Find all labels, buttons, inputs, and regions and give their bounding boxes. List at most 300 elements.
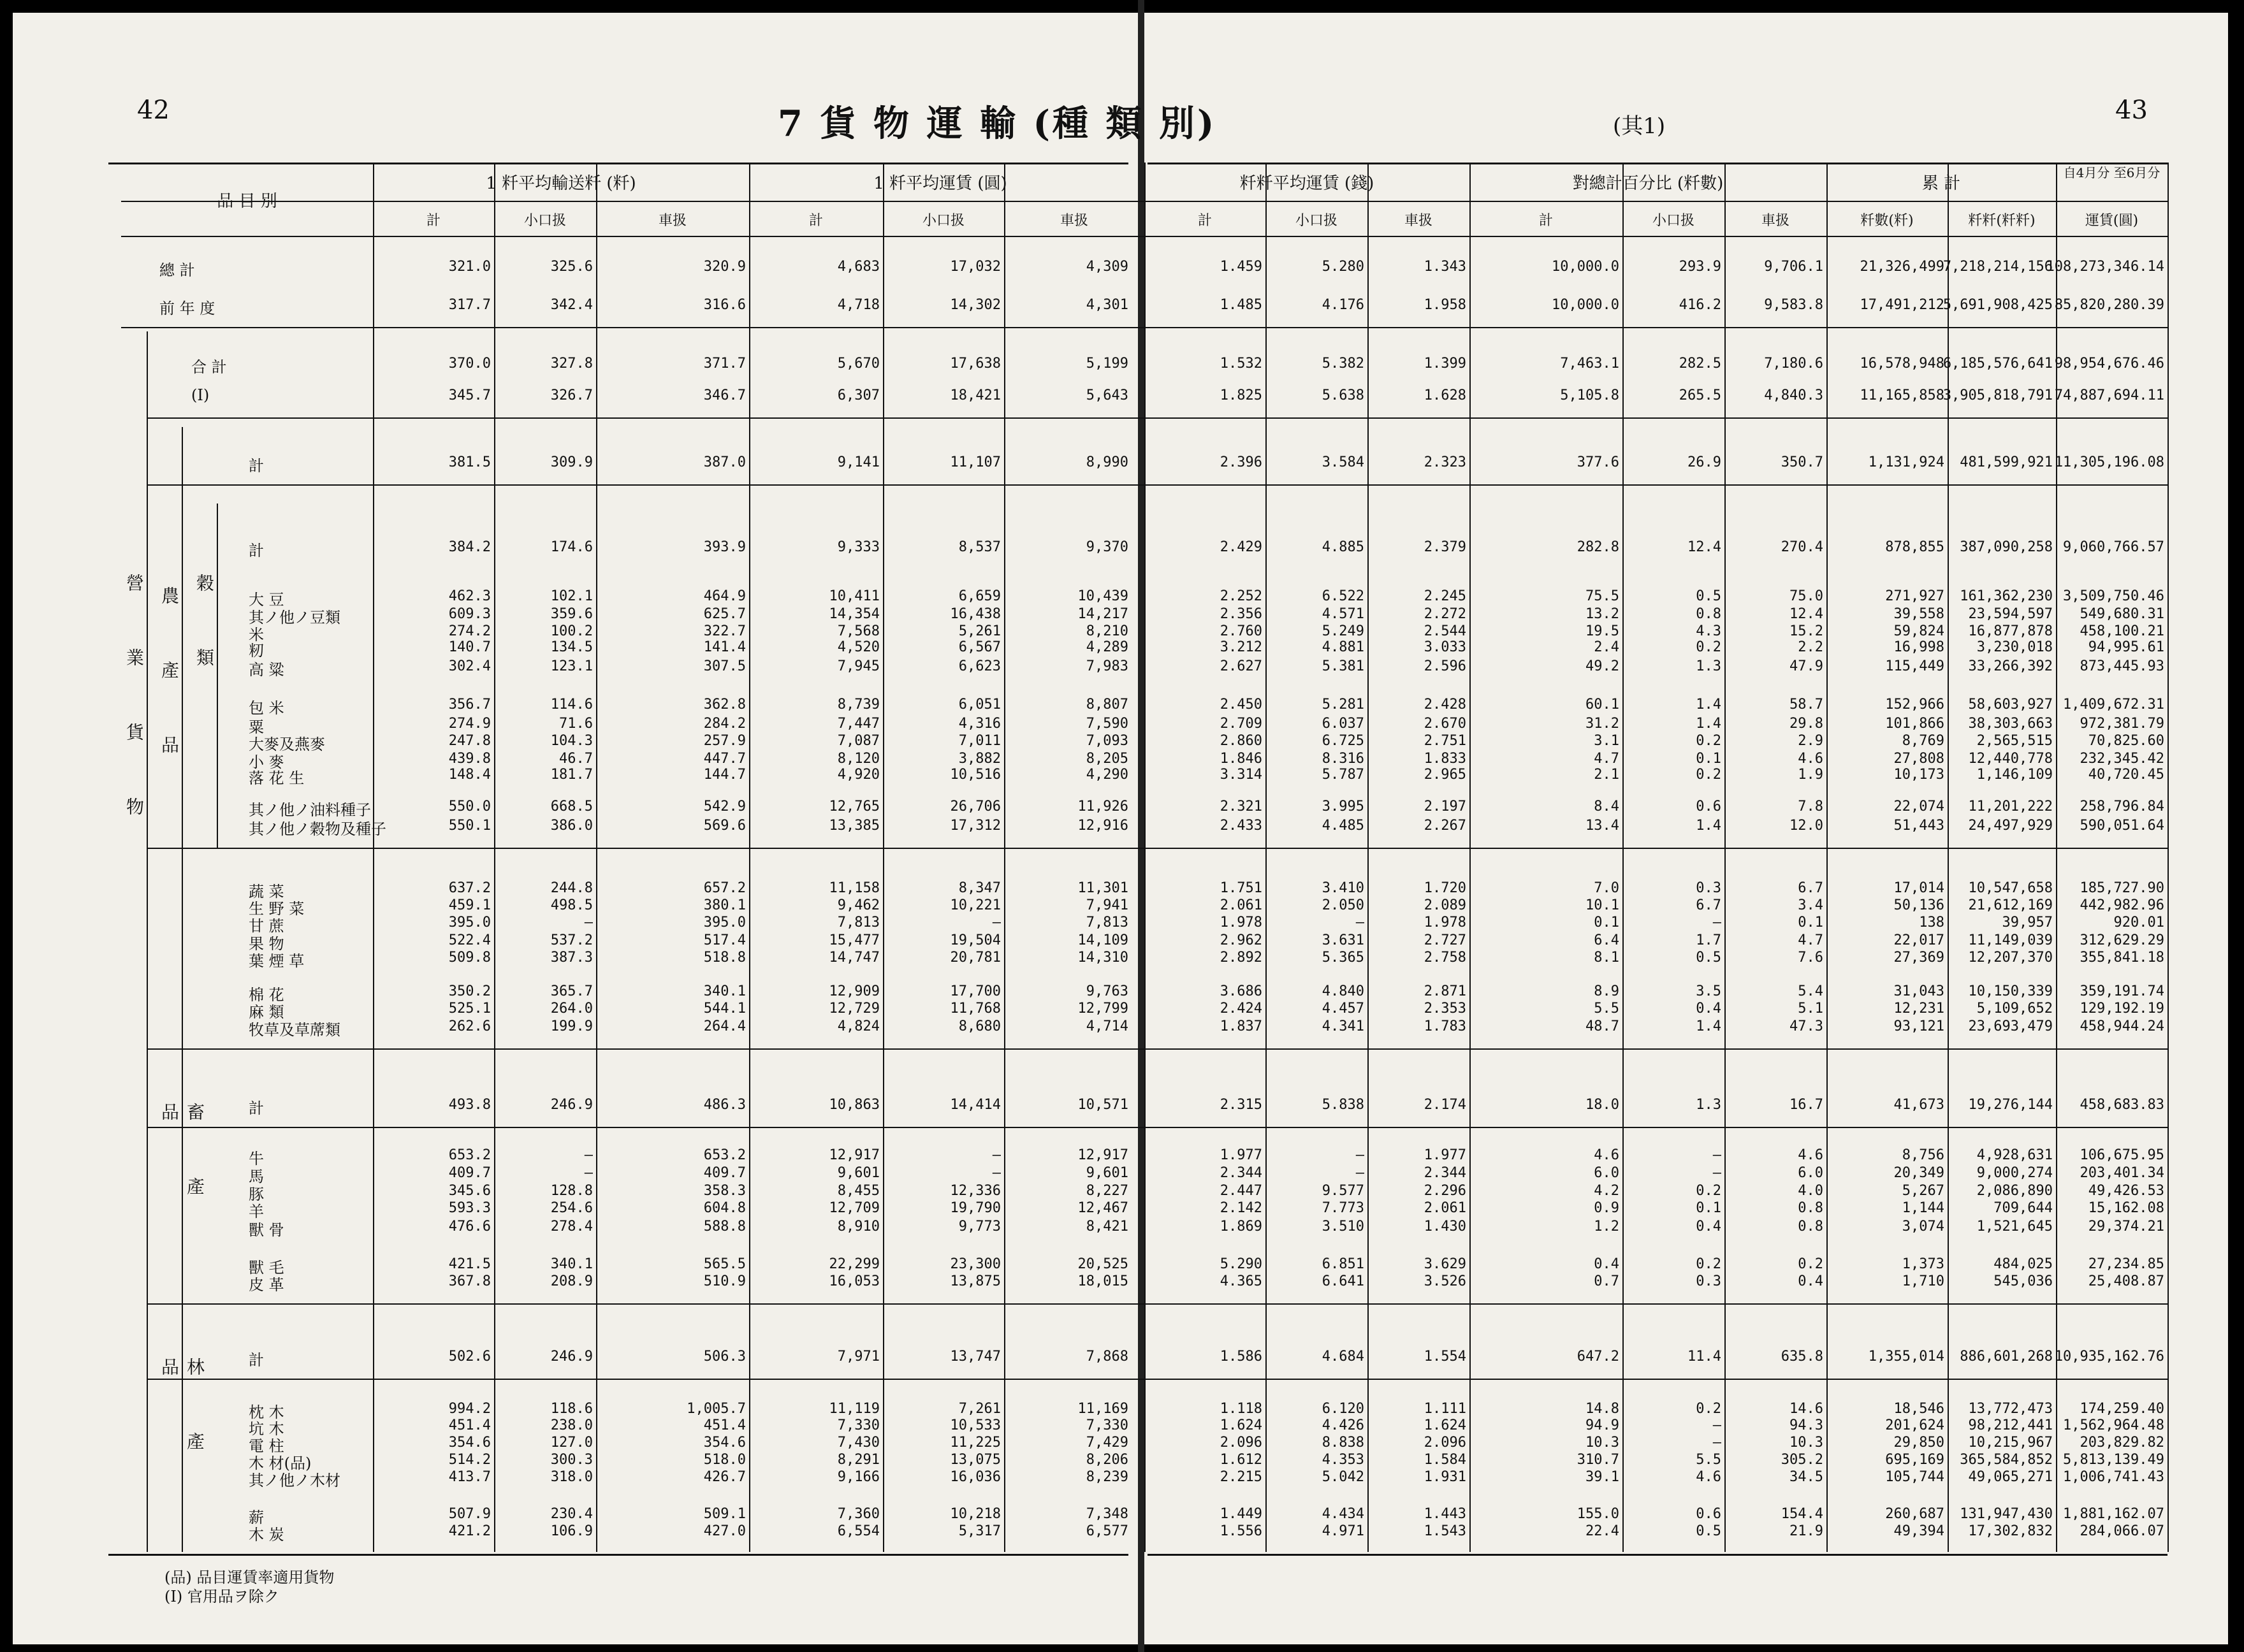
table-cell: 359.6 (550, 606, 593, 622)
table-cell: 271,927 (1885, 588, 1944, 604)
table-cell: 8,455 (837, 1183, 880, 1199)
row-label: 木 材(品) (249, 1454, 312, 1472)
table-cell: 154.4 (1781, 1506, 1823, 1522)
table-cell: 695,169 (1885, 1452, 1944, 1468)
page-number-right: 43 (2115, 96, 2148, 125)
table-cell: 17,032 (950, 259, 1001, 275)
table-cell: 49,426.53 (2088, 1183, 2164, 1199)
table-cell: 1.554 (1424, 1349, 1466, 1365)
table-cell: 668.5 (550, 799, 593, 815)
table-cell: 1,710 (1902, 1273, 1944, 1289)
table-cell: 3,230,018 (1976, 639, 2053, 655)
table-cell: 15,162.08 (2088, 1200, 2164, 1216)
table-cell: 9,141 (837, 454, 880, 470)
table-cell: 75.5 (1585, 588, 1619, 604)
table-cell: 3.686 (1220, 983, 1262, 999)
table-cell: 10,547,658 (1968, 880, 2053, 896)
table-cell: 5.1 (1798, 1001, 1823, 1017)
table-cell: 27,369 (1893, 950, 1944, 966)
table-cell: 1.118 (1220, 1401, 1262, 1417)
table-cell: 498.5 (550, 897, 593, 913)
table-cell: — (1355, 915, 1364, 931)
table-cell: 5.4 (1798, 983, 1823, 999)
table-cell: 994.2 (448, 1401, 491, 1417)
table-cell: 4.7 (1798, 932, 1823, 948)
table-cell: 123.1 (550, 658, 593, 674)
table-cell: 442,982.96 (2080, 897, 2164, 913)
subheader: 車扱 (658, 213, 687, 229)
row-label: 羊 (249, 1203, 264, 1221)
category-rule (182, 427, 183, 1552)
table-cell: 1.459 (1220, 259, 1262, 275)
table-cell: 104.3 (550, 733, 593, 749)
table-cell: 2.4 (1594, 639, 1619, 655)
table-cell: 282.5 (1679, 356, 1721, 372)
category-rule (217, 504, 218, 848)
table-cell: 71.6 (559, 716, 593, 732)
table-cell: 265.5 (1679, 388, 1721, 403)
table-cell: 0.1 (1696, 751, 1721, 767)
table-cell: 33,266,392 (1968, 658, 2053, 674)
table-cell: 16,036 (950, 1469, 1001, 1485)
table-cell: 5,643 (1086, 388, 1128, 403)
table-cell: 510.9 (703, 1273, 746, 1289)
table-cell: 4,290 (1086, 767, 1128, 783)
table-cell: 8,120 (837, 751, 880, 767)
row-label: 大麥及燕麥 (249, 735, 325, 753)
table-cell: 22,299 (829, 1256, 880, 1272)
table-cell: 4.426 (1322, 1417, 1364, 1433)
row-rule (147, 417, 2168, 419)
row-label: 皮 革 (249, 1276, 284, 1294)
table-cell: 1.3 (1696, 658, 1721, 674)
table-cell: 367.8 (448, 1273, 491, 1289)
table-cell: 3,905,818,791 (1942, 388, 2053, 403)
table-cell: 101,866 (1885, 716, 1944, 732)
table-cell: 39,558 (1893, 606, 1944, 622)
table-cell: 307.5 (703, 658, 746, 674)
table-cell: 0.9 (1594, 1200, 1619, 1216)
table-cell: 16,998 (1893, 639, 1944, 655)
table-cell: 5.382 (1322, 356, 1364, 372)
table-cell: 11.4 (1687, 1349, 1721, 1365)
table-cell: 23,300 (950, 1256, 1001, 1272)
table-cell: 232,345.42 (2080, 751, 2164, 767)
table-cell: 12,231 (1893, 1001, 1944, 1017)
table-cell: 4.971 (1322, 1523, 1364, 1539)
table-cell: 24,497,929 (1968, 818, 2053, 834)
table-cell: 2.450 (1220, 697, 1262, 713)
table-cell: 604.8 (703, 1200, 746, 1216)
table-cell: 18.0 (1585, 1097, 1619, 1113)
subheader: 計 (426, 213, 441, 229)
table-cell: 2.272 (1424, 606, 1466, 622)
table-cell: 278.4 (550, 1219, 593, 1235)
page-title: 7 貨 物 運 輸 (種 類 別) (778, 103, 1217, 145)
table-cell: 2.544 (1424, 623, 1466, 639)
table-cell: 2.061 (1220, 897, 1262, 913)
table-cell: 10,411 (829, 588, 880, 604)
table-cell: 23,693,479 (1968, 1018, 2053, 1034)
table-cell: 11,165,858 (1860, 388, 1944, 403)
table-cell: 7.6 (1798, 950, 1823, 966)
row-label: (I) (191, 386, 210, 404)
row-label: 葉 煙 草 (249, 952, 305, 970)
table-cell: 0.2 (1696, 733, 1721, 749)
row-label: 粟 (249, 718, 264, 736)
table-cell: 5,691,908,425 (1942, 297, 2053, 313)
table-cell: 4.7 (1594, 751, 1619, 767)
table-cell: 1.624 (1220, 1417, 1262, 1433)
table-cell: 1.543 (1424, 1523, 1466, 1539)
table-cell: 350.2 (448, 983, 491, 999)
table-cell: 380.1 (703, 897, 746, 913)
table-cell: 1.833 (1424, 751, 1466, 767)
table-cell: 85,820,280.39 (2054, 297, 2164, 313)
table-cell: 326.7 (550, 388, 593, 403)
table-cell: 8,291 (837, 1452, 880, 1468)
table-cell: 6.7 (1798, 880, 1823, 896)
table-cell: 8,347 (958, 880, 1001, 896)
footnote-2: (I) 官用品ヲ除ク (164, 1588, 279, 1605)
table-cell: 21.9 (1789, 1523, 1823, 1539)
table-cell: 12,207,370 (1968, 950, 2053, 966)
table-cell: 7,180.6 (1764, 356, 1823, 372)
table-cell: 138 (1919, 915, 1944, 931)
table-cell: 12,916 (1077, 818, 1128, 834)
table-cell: 20,349 (1893, 1165, 1944, 1181)
row-label: 坑 木 (249, 1420, 284, 1438)
table-cell: 17,302,832 (1968, 1523, 2053, 1539)
table-cell: 16,877,878 (1968, 623, 2053, 639)
row-label: 牧草及草蓆類 (249, 1021, 340, 1039)
header-cumulative: 累 計 (1921, 174, 1961, 193)
header-fare-per-ton-km: 粁粁平均運賃 (錢) (1239, 174, 1374, 193)
table-cell: 3.526 (1424, 1273, 1466, 1289)
table-cell: 8,227 (1086, 1183, 1128, 1199)
table-cell: 6.725 (1322, 733, 1364, 749)
table-cell: 1.628 (1424, 388, 1466, 403)
table-cell: 0.8 (1798, 1200, 1823, 1216)
table-cell: 9,462 (837, 897, 880, 913)
table-cell: 2.252 (1220, 588, 1262, 604)
table-cell: 1,521,645 (1976, 1219, 2053, 1235)
row-label: 計 (249, 542, 264, 560)
row-label: 枕 木 (249, 1403, 284, 1421)
table-cell: 409.7 (703, 1165, 746, 1181)
table-cell: 10,150,339 (1968, 983, 2053, 999)
table-cell: 0.1 (1798, 915, 1823, 931)
table-cell: 3.631 (1322, 932, 1364, 948)
table-cell: 7,261 (958, 1401, 1001, 1417)
table-cell: 502.6 (448, 1349, 491, 1365)
table-cell: 22.4 (1585, 1523, 1619, 1539)
table-cell: 427.0 (703, 1523, 746, 1539)
table-cell: 270.4 (1781, 539, 1823, 555)
table-cell: 94.9 (1585, 1417, 1619, 1433)
table-cell: 0.7 (1594, 1273, 1619, 1289)
table-cell: 93,121 (1893, 1018, 1944, 1034)
table-cell: 7,447 (837, 716, 880, 732)
table-cell: 4.6 (1696, 1469, 1721, 1485)
row-label: 其ノ他ノ油料種子 (249, 801, 371, 819)
table-cell: 11,305,196.08 (2054, 454, 2164, 470)
table-cell: 7,590 (1086, 716, 1128, 732)
table-cell: 8,990 (1086, 454, 1128, 470)
table-cell: 0.6 (1696, 799, 1721, 815)
table-cell: 486.3 (703, 1097, 746, 1113)
row-label: 馬 (249, 1168, 264, 1185)
table-cell: 17,312 (950, 818, 1001, 834)
table-cell: 359,191.74 (2080, 983, 2164, 999)
table-cell: 1.869 (1220, 1219, 1262, 1235)
table-cell: 5,317 (958, 1523, 1001, 1539)
row-label: 棉 花 (249, 986, 284, 1004)
table-cell: 509.8 (448, 950, 491, 966)
table-cell: 4.0 (1798, 1183, 1823, 1199)
table-cell: 7,218,214,156 (1942, 259, 2053, 275)
table-cell: 625.7 (703, 606, 746, 622)
table-cell: 127.0 (550, 1435, 593, 1451)
table-cell: 305.2 (1781, 1452, 1823, 1468)
table-cell: 262.6 (448, 1018, 491, 1034)
table-cell: 4,824 (837, 1018, 880, 1034)
table-cell: 476.6 (448, 1219, 491, 1235)
table-cell: 19.5 (1585, 623, 1619, 639)
table-cell: 174,259.40 (2080, 1401, 2164, 1417)
table-cell: 3.033 (1424, 639, 1466, 655)
table-cell: 1.9 (1798, 767, 1823, 783)
table-cell: 2.860 (1220, 733, 1262, 749)
table-cell: 10,571 (1077, 1097, 1128, 1113)
table-cell: 3.212 (1220, 639, 1262, 655)
table-cell: 1.430 (1424, 1219, 1466, 1235)
table-cell: 6,623 (958, 658, 1001, 674)
table-cell: 300.3 (550, 1452, 593, 1468)
table-cell: 5,261 (958, 623, 1001, 639)
table-cell: 2.396 (1220, 454, 1262, 470)
table-cell: 320.9 (703, 259, 746, 275)
table-cell: 8,421 (1086, 1219, 1128, 1235)
table-cell: 141.4 (703, 639, 746, 655)
table-cell: 593.3 (448, 1200, 491, 1216)
table-cell: — (584, 1147, 593, 1163)
table-cell: 128.8 (550, 1183, 593, 1199)
table-cell: 8,206 (1086, 1452, 1128, 1468)
table-cell: 3.4 (1798, 897, 1823, 913)
table-cell: 1,006,741.43 (2063, 1469, 2164, 1485)
table-cell: 14,354 (829, 606, 880, 622)
table-cell: 1.612 (1220, 1452, 1262, 1468)
table-cell: 49,065,271 (1968, 1469, 2053, 1485)
table-cell: 8.838 (1322, 1435, 1364, 1451)
table-cell: 1.837 (1220, 1018, 1262, 1034)
row-label: 大 豆 (249, 591, 284, 609)
table-cell: 2.429 (1220, 539, 1262, 555)
table-cell: 49,394 (1893, 1523, 1944, 1539)
table-cell: 5.5 (1696, 1452, 1721, 1468)
table-cell: 458,683.83 (2080, 1097, 2164, 1113)
table-cell: 14,302 (950, 297, 1001, 313)
table-cell: 2.245 (1424, 588, 1466, 604)
table-cell: 2.296 (1424, 1183, 1466, 1199)
table-cell: 9,166 (837, 1469, 880, 1485)
table-cell: 98,212,441 (1968, 1417, 2053, 1433)
table-cell: 10,439 (1077, 588, 1128, 604)
table-cell: 10,516 (950, 767, 1001, 783)
table-cell: 1,373 (1902, 1256, 1944, 1272)
table-cell: 129,192.19 (2080, 1001, 2164, 1017)
table-cell: 356.7 (448, 697, 491, 713)
table-cell: 565.5 (703, 1256, 746, 1272)
table-cell: 6.120 (1322, 1401, 1364, 1417)
table-cell: 8,910 (837, 1219, 880, 1235)
subheader: 運賃(圓) (2085, 213, 2139, 229)
table-cell: 118.6 (550, 1401, 593, 1417)
table-cell: 2.061 (1424, 1200, 1466, 1216)
table-cell: 15.2 (1789, 623, 1823, 639)
table-cell: 22,017 (1893, 932, 1944, 948)
table-cell: 0.8 (1696, 606, 1721, 622)
table-cell: 2.760 (1220, 623, 1262, 639)
table-cell: 325.6 (550, 259, 593, 275)
table-cell: 2.197 (1424, 799, 1466, 815)
table-cell: 1.4 (1696, 716, 1721, 732)
table-cell: 550.1 (448, 818, 491, 834)
table-cell: 1,131,924 (1868, 454, 1944, 470)
table-cell: 451.4 (703, 1417, 746, 1433)
table-cell: 4.6 (1798, 1147, 1823, 1163)
table-cell: 370.0 (448, 356, 491, 372)
table-cell: 58.7 (1789, 697, 1823, 713)
row-label: 果 物 (249, 935, 284, 953)
table-cell: 1.958 (1424, 297, 1466, 313)
table-cell: 1.584 (1424, 1452, 1466, 1468)
table-cell: 274.9 (448, 716, 491, 732)
table-cell: 318.0 (550, 1469, 593, 1485)
table-cell: 381.5 (448, 454, 491, 470)
table-cell: 2.344 (1220, 1165, 1262, 1181)
table-cell: 0.1 (1594, 915, 1619, 931)
table-cell: 15,477 (829, 932, 880, 948)
header-rule (121, 236, 2168, 237)
table-cell: 4,520 (837, 639, 880, 655)
table-cell: 1.399 (1424, 356, 1466, 372)
table-cell: 2.962 (1220, 932, 1262, 948)
table-cell: 1.556 (1220, 1523, 1262, 1539)
table-cell: 13,075 (950, 1452, 1001, 1468)
table-cell: 3.5 (1696, 983, 1721, 999)
table-cell: 12,909 (829, 983, 880, 999)
table-cell: 2,086,890 (1976, 1183, 2053, 1199)
table-cell: 518.0 (703, 1452, 746, 1468)
table-cell: 7,971 (837, 1349, 880, 1365)
table-cell: 362.8 (703, 697, 746, 713)
table-cell: 106.9 (550, 1523, 593, 1539)
subheader: 粁粁(粁粁) (1968, 213, 2036, 229)
subheader: 計 (1197, 213, 1212, 229)
table-cell: 4,309 (1086, 259, 1128, 275)
table-cell: 7,813 (1086, 915, 1128, 931)
table-cell: 0.5 (1696, 1523, 1721, 1539)
table-cell: 293.9 (1679, 259, 1721, 275)
row-label: 蔬 菜 (249, 883, 284, 901)
table-cell: 4.341 (1322, 1018, 1364, 1034)
row-label: 總 計 (159, 261, 195, 279)
table-cell: 878,855 (1885, 539, 1944, 555)
table-cell: 3.510 (1322, 1219, 1364, 1235)
table-cell: 1.931 (1424, 1469, 1466, 1485)
table-cell: 4.2 (1594, 1183, 1619, 1199)
table-cell: 4,840.3 (1764, 388, 1823, 403)
table-cell: 106,675.95 (2080, 1147, 2164, 1163)
table-cell: 27,808 (1893, 751, 1944, 767)
row-label: 高 粱 (249, 661, 284, 679)
table-cell: 354.6 (448, 1435, 491, 1451)
table-cell: 462.3 (448, 588, 491, 604)
table-cell: 509.1 (703, 1506, 746, 1522)
table-cell: 39.1 (1585, 1469, 1619, 1485)
table-cell: 3.314 (1220, 767, 1262, 783)
table-cell: 9,333 (837, 539, 880, 555)
row-label: 小 麥 (249, 753, 284, 771)
table-cell: 355,841.18 (2080, 950, 2164, 966)
table-cell: 302.4 (448, 658, 491, 674)
table-cell: 13.4 (1585, 818, 1619, 834)
table-cell: 131,947,430 (1960, 1506, 2053, 1522)
table-cell: 34.5 (1789, 1469, 1823, 1485)
table-cell: 10,215,967 (1968, 1435, 2053, 1451)
table-cell: — (1355, 1147, 1364, 1163)
table-cell: 6,051 (958, 697, 1001, 713)
table-cell: 653.2 (448, 1147, 491, 1163)
table-cell: — (584, 915, 593, 931)
table-cell: 5,199 (1086, 356, 1128, 372)
table-cell: 387.3 (550, 950, 593, 966)
subheader: 小口扱 (1652, 213, 1694, 229)
table-cell: 886,601,268 (1960, 1349, 2053, 1365)
table-cell: 5.638 (1322, 388, 1364, 403)
row-label: 籾 (249, 642, 264, 660)
table-cell: 7,330 (837, 1417, 880, 1433)
table-cell: 2.447 (1220, 1183, 1262, 1199)
table-cell: 74,887,694.11 (2054, 388, 2164, 403)
table-cell: 11,119 (829, 1401, 880, 1417)
table-cell: 9,583.8 (1764, 297, 1823, 313)
table-cell: 174.6 (550, 539, 593, 555)
table-cell: 12,336 (950, 1183, 1001, 1199)
table-cell: 6.522 (1322, 588, 1364, 604)
table-cell: 244.8 (550, 880, 593, 896)
table-cell: 134.5 (550, 639, 593, 655)
table-cell: 8,769 (1902, 733, 1944, 749)
table-cell: — (1712, 1435, 1721, 1451)
table-cell: 50,136 (1893, 897, 1944, 913)
table-cell: 0.2 (1696, 767, 1721, 783)
table-cell: 2.323 (1424, 454, 1466, 470)
table-cell: 635.8 (1781, 1349, 1823, 1365)
table-cell: 4.6 (1798, 751, 1823, 767)
row-label: 牛 (249, 1150, 264, 1168)
row-label: 米 (249, 626, 264, 644)
table-cell: 2.670 (1424, 716, 1466, 732)
table-cell: 8,739 (837, 697, 880, 713)
subheader: 計 (1538, 213, 1553, 229)
row-label: 計 (249, 1099, 264, 1117)
table-cell: 12,917 (829, 1147, 880, 1163)
table-cell: 20,525 (1077, 1256, 1128, 1272)
row-label: 其ノ他ノ穀物及種子 (249, 820, 386, 838)
